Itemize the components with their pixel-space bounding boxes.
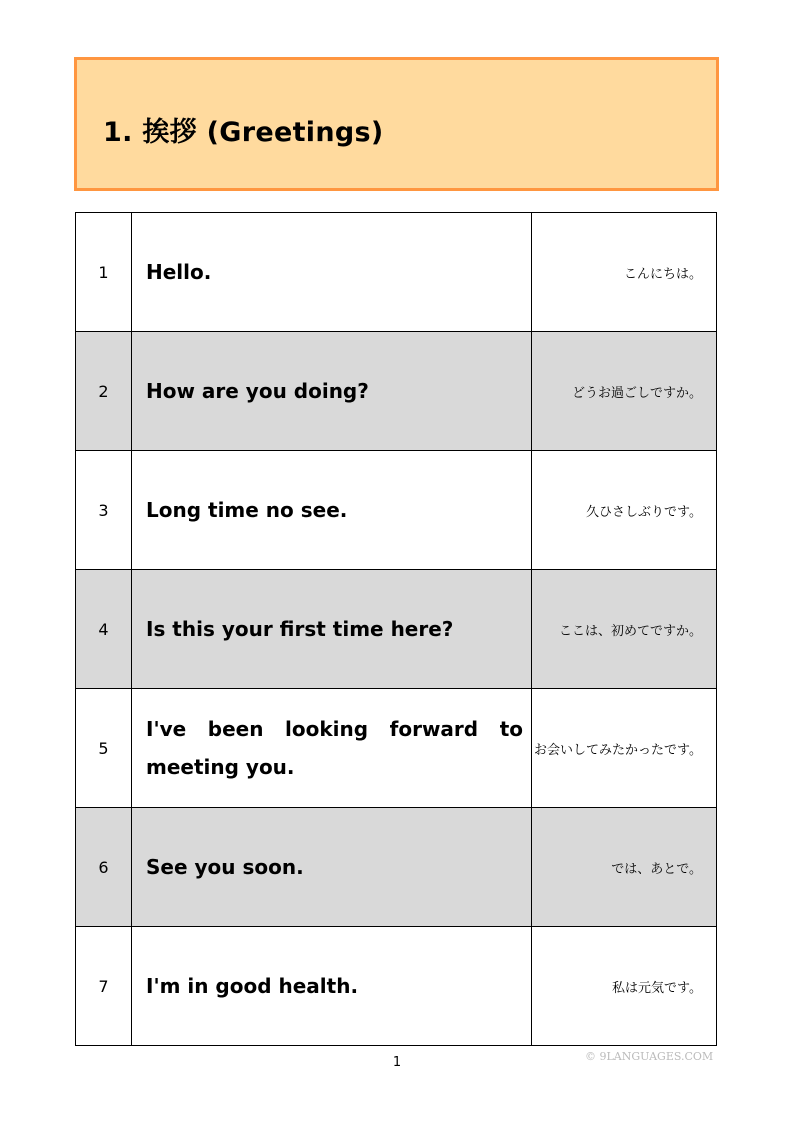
section-title-box [74, 57, 719, 191]
english-phrase: I'm in good health. [132, 927, 532, 1046]
table-row [76, 570, 717, 689]
japanese-phrase: では、あとで。 [532, 808, 717, 927]
english-phrase: Hello. [132, 213, 532, 332]
japanese-phrase: ここは、初めてですか。 [532, 570, 717, 689]
english-phrase: Long time no see. [132, 451, 532, 570]
table-row [76, 927, 717, 1046]
row-number: 1 [76, 213, 132, 332]
japanese-phrase: こんにちは。 [532, 213, 717, 332]
table-row [76, 808, 717, 927]
table-row [76, 451, 717, 570]
table-row [76, 213, 717, 332]
english-phrase: I've been looking forward to meeting you. [132, 689, 532, 808]
english-phrase: See you soon. [132, 808, 532, 927]
english-phrase: How are you doing? [132, 332, 532, 451]
japanese-phrase: 私は元気です。 [532, 927, 717, 1046]
japanese-phrase: 久ひさしぶりです。 [532, 451, 717, 570]
english-phrase: Is this your first time here? [132, 570, 532, 689]
row-number: 4 [76, 570, 132, 689]
page-number: 1 [392, 1055, 402, 1070]
japanese-phrase: お会いしてみたかったです。 [532, 689, 717, 808]
section-title: 1. 挨拶 (Greetings) [103, 117, 384, 148]
row-number: 7 [76, 927, 132, 1046]
table-row [76, 689, 717, 808]
row-number: 5 [76, 689, 132, 808]
table-row [76, 332, 717, 451]
copyright-watermark: © 9LANGUAGES.COM [585, 1050, 714, 1063]
japanese-phrase: どうお過ごしですか。 [532, 332, 717, 451]
row-number: 2 [76, 332, 132, 451]
row-number: 3 [76, 451, 132, 570]
phrase-table [75, 212, 717, 1046]
row-number: 6 [76, 808, 132, 927]
